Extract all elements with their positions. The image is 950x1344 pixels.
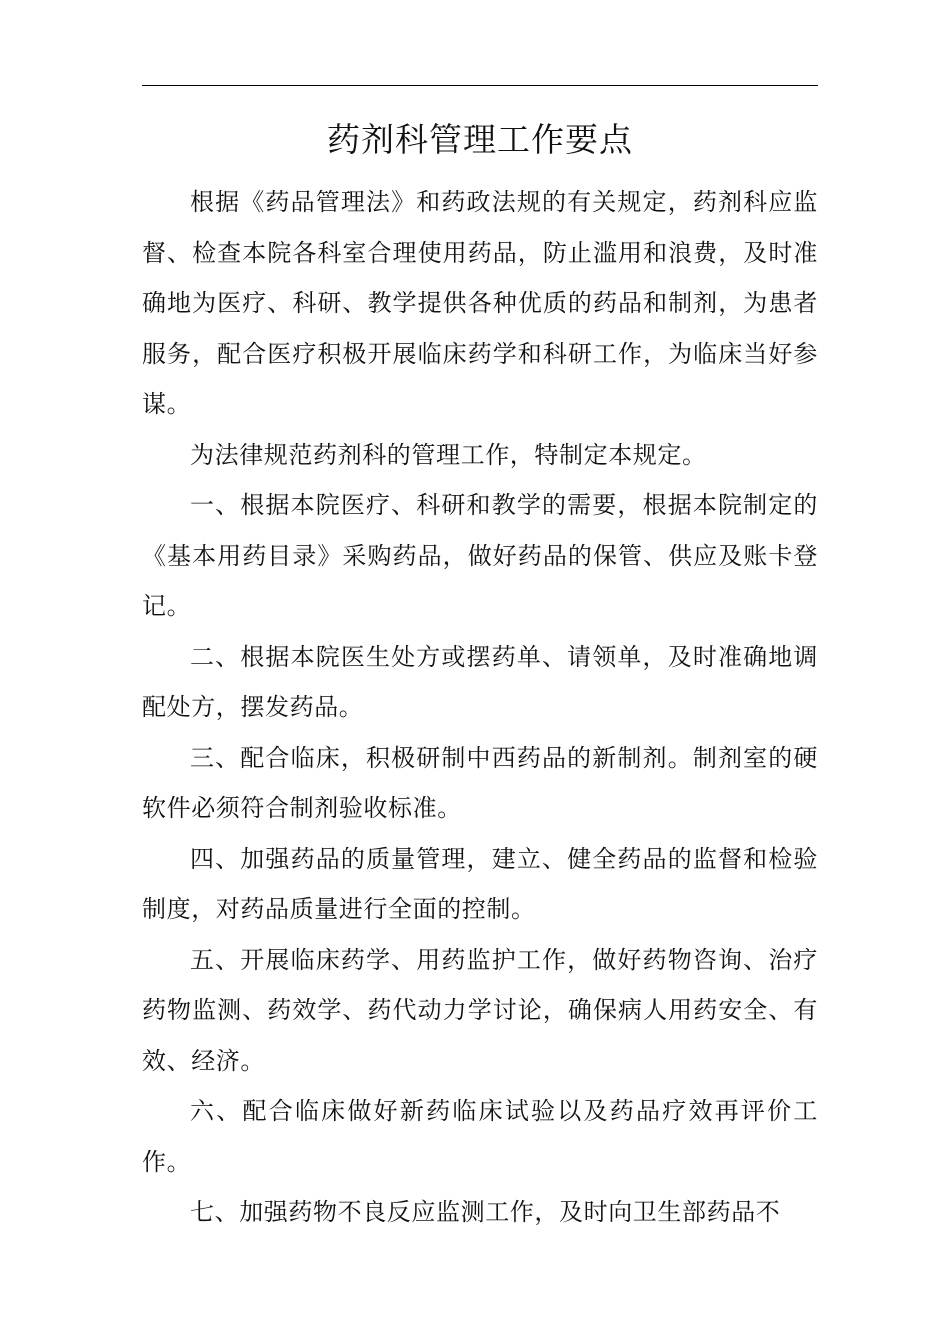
paragraph-intro: 根据《药品管理法》和药政法规的有关规定，药剂科应监督、检查本院各科室合理使用药品，防止滥用和浪费，及时准确地为医疗、科研、教学提供各种优质的药品和制剂，为患者服务，配合医疗积极开展临床药学和科研工作，为临床当好参谋。 [142,188,818,418]
document-body [142,177,818,1238]
paragraph-item-2: 二、根据本院医生处方或摆药单、请领单，及时准确地调配处方，摆发药品。 [142,642,818,721]
header-rule [142,85,818,86]
paragraph-purpose: 为法律规范药剂科的管理工作，特制定本规定。 [190,440,707,469]
paragraph-item-6: 六、配合临床做好新药临床试验以及药品疗效再评价工作。 [142,1097,818,1176]
paragraph-item-5: 五、开展临床药学、用药监护工作，做好药物咨询、治疗药物监测、药效学、药代动力学讨论，确保病人用药安全、有效、经济。 [142,945,818,1075]
paragraph-item-4: 四、加强药品的质量管理，建立、健全药品的监督和检验制度，对药品质量进行全面的控制。 [142,844,818,923]
paragraph-item-1: 一、根据本院医疗、科研和教学的需要，根据本院制定的《基本用药目录》采购药品，做好药品的保管、供应及账卡登记。 [142,491,818,620]
paragraph-item-7: 七、加强药物不良反应监测工作，及时向卫生部药品不 [190,1198,781,1226]
paragraph-item-3: 三、配合临床，积极研制中西药品的新制剂。制剂室的硬软件必须符合制剂验收标准。 [142,743,818,822]
document-title: 药剂科管理工作要点 [327,120,633,159]
